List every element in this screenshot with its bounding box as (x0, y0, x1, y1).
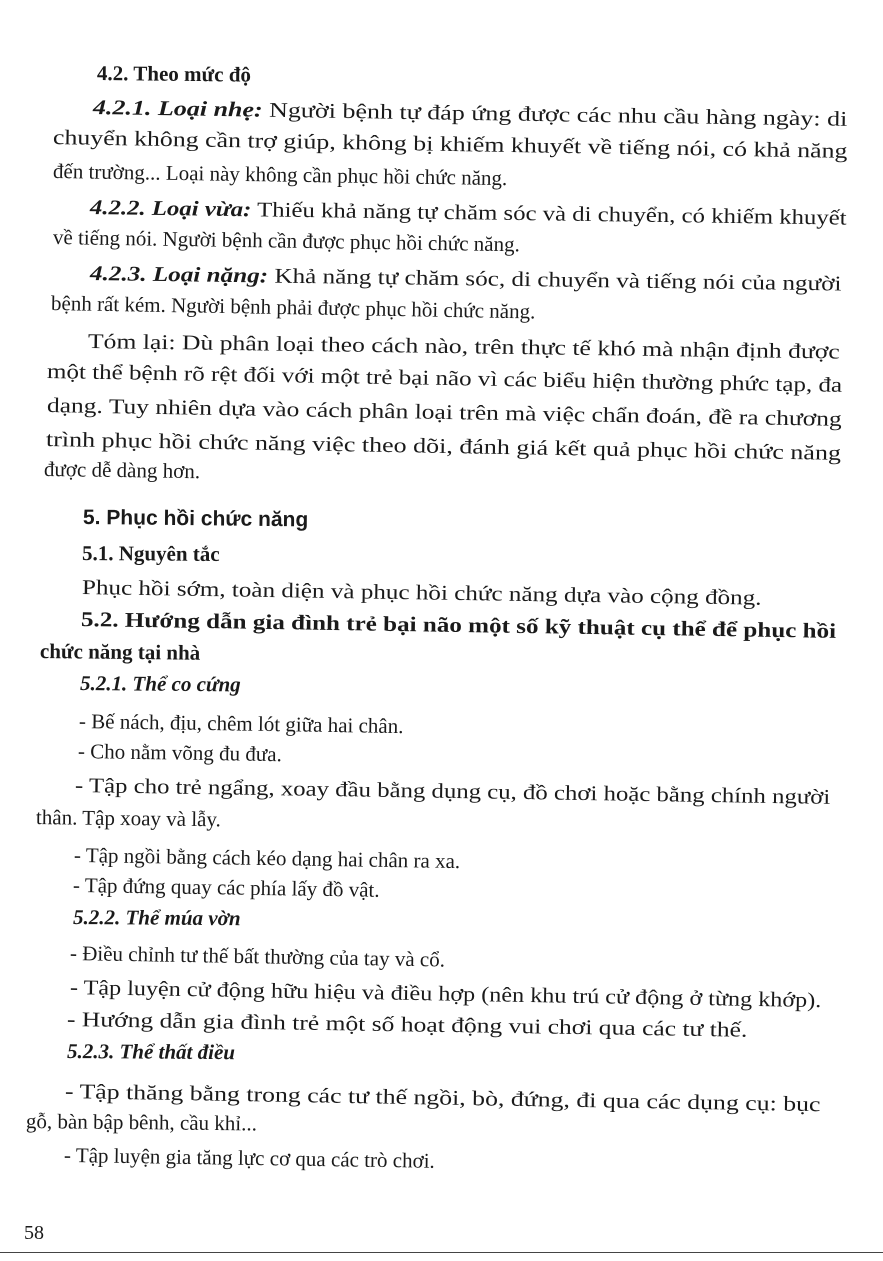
text-run: Người bệnh tự đáp ứng được các nhu cầu hàng ngày: di (262, 97, 848, 131)
text-line-p2a (90, 194, 847, 231)
text-run: thân. Tập xoay và lẫy. (35, 805, 221, 832)
text-run: - Cho nằm võng đu đưa. (77, 739, 283, 767)
text-run: Phục hồi sớm, toàn diện và phục hồi chức năng dựa vào cộng đồng. (81, 575, 762, 610)
text-line-p3a (90, 260, 842, 296)
text-line-p4b (47, 358, 843, 398)
text-run: - Tập luyện gia tăng lực cơ qua các trò chơi. (63, 1143, 435, 1173)
text-line-l8 (67, 1006, 748, 1043)
text-run: - Tập cho trẻ ngẩng, xoay đầu bằng dụng cụ, đồ chơi hoặc bằng chính người (74, 773, 831, 809)
text-line-l4 (74, 842, 461, 874)
text-run: 5.2. Hướng dẫn gia đình trẻ bại não một số kỹ thuật cụ thể để phục hồi (80, 607, 837, 643)
text-line-l5 (73, 872, 380, 903)
text-line-l10 (64, 1142, 435, 1174)
text-run: về tiếng nói. Người bệnh cần được phục hồi chức năng. (52, 225, 521, 257)
text-line-h521 (80, 670, 241, 697)
text-line-l9b (26, 1108, 257, 1136)
text-run: 4.2.3. Loại nặng: (89, 261, 269, 288)
text-run: Khả năng tự chăm sóc, di chuyển và tiếng nói của người (267, 263, 842, 296)
text-run: 4.2. Theo mức độ (96, 61, 252, 87)
text-run: 5. Phục hồi chức năng (82, 506, 309, 532)
text-line-p5a (82, 574, 762, 611)
text-line-p3b (51, 290, 536, 324)
text-run: - Hướng dẫn gia đình trẻ một số hoạt động vui chơi qua các tư thế. (66, 1007, 748, 1042)
text-run: - Tập ngồi bằng cách kéo dạng hai chân ra xa. (73, 843, 461, 874)
text-line-l3a (75, 772, 831, 810)
text-run: dạng. Tuy nhiên dựa vào cách phân loại trên mà việc chẩn đoán, đề ra chương (46, 393, 842, 431)
text-line-l3b (36, 804, 221, 832)
page-number: 58 (24, 1222, 44, 1244)
text-line-l1 (79, 708, 404, 739)
text-run: - Tập đứng quay các phía lấy đồ vật. (72, 873, 380, 902)
text-line-h52b (40, 638, 200, 666)
text-run: đến trường... Loại này không cần phục hồi chức năng. (52, 159, 508, 191)
bottom-rule (0, 1252, 883, 1253)
text-run: - Điều chỉnh tư thế bất thường của tay và cổ. (69, 941, 446, 972)
text-line-p4a (88, 328, 840, 364)
text-run: gỗ, bàn bập bênh, cầu khỉ... (25, 1109, 258, 1136)
text-line-p1c (53, 158, 508, 191)
text-line-h523 (67, 1038, 235, 1065)
text-run: 4.2.2. Loại vừa: (89, 195, 252, 222)
text-run: một thể bệnh rõ rệt đối với một trẻ bại não vì các biểu hiện thường phức tạp, đa (46, 359, 843, 397)
text-line-h51 (82, 540, 220, 567)
text-line-h42 (97, 60, 251, 88)
text-line-p4c (47, 392, 842, 432)
text-line-h52a (81, 606, 837, 644)
text-line-h5 (83, 504, 309, 533)
text-run: 5.2.2. Thể múa vờn (72, 905, 241, 931)
text-run: Tóm lại: Dù phân loại theo cách nào, trên thực tế khó mà nhận định được (87, 329, 840, 364)
text-line-p4e (44, 456, 200, 484)
text-run: 5.2.3. Thể thất điều (66, 1039, 236, 1065)
text-run: được dễ dàng hơn. (43, 457, 201, 484)
text-run: 5.1. Nguyên tắc (81, 541, 220, 566)
text-run: - Tập thăng bằng trong các tư thế ngồi, bò, đứng, đi qua các dụng cụ: bục (64, 1079, 821, 1117)
text-line-p2b (53, 224, 520, 257)
text-run: - Bế nách, địu, chêm lót giữa hai chân. (78, 709, 404, 739)
text-run: chuyển không cần trợ giúp, không bị khiếm khuyết về tiếng nói, có khả năng (52, 125, 848, 163)
text-run: chức năng tại nhà (39, 639, 201, 665)
text-run: trình phục hồi chức năng việc theo dõi, đánh giá kết quả phục hồi chức năng (45, 427, 842, 465)
text-run: Thiếu khả năng tự chăm sóc và di chuyển, có khiếm khuyết (251, 197, 847, 230)
text-line-l6 (70, 940, 445, 973)
text-run: - Tập luyện cử động hữu hiệu và điều hợp (nên khu trú cử động ở từng khớp). (69, 975, 822, 1013)
text-run: 5.2.1. Thể co cứng (79, 671, 241, 697)
text-line-h522 (73, 904, 241, 931)
text-line-l2 (78, 738, 282, 767)
text-run: bệnh rất kém. Người bệnh phải được phục hồi chức năng. (50, 291, 536, 324)
text-run: 4.2.1. Loại nhẹ: (92, 95, 263, 122)
